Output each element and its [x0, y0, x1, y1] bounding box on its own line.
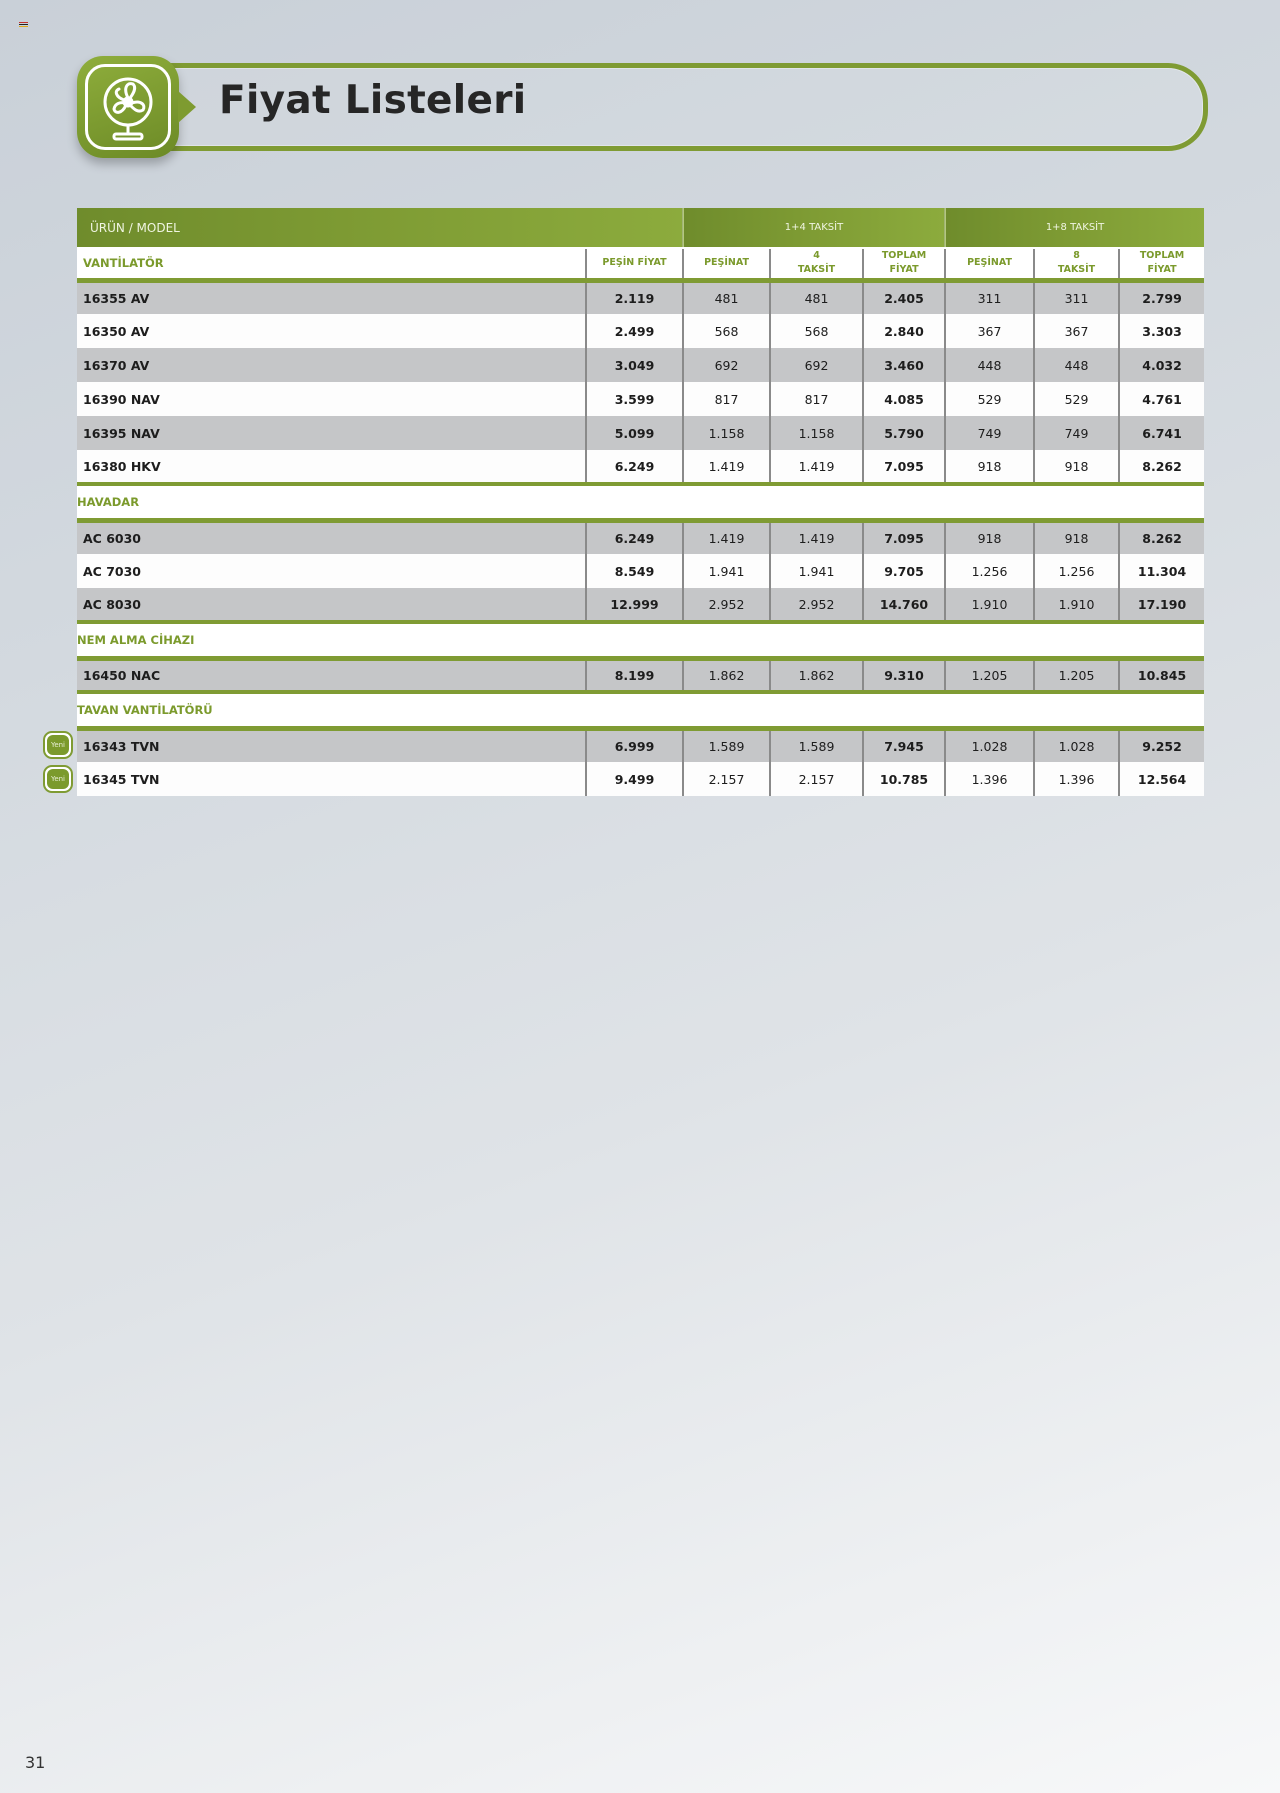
fan-icon — [99, 76, 157, 142]
price-cell: 7.945 — [863, 728, 945, 762]
price-cell: 3.599 — [586, 382, 683, 416]
table-row — [77, 762, 1204, 796]
price-cell: 3.460 — [863, 348, 945, 382]
price-cell: 6.999 — [586, 728, 683, 762]
price-cell: 8.549 — [586, 554, 683, 588]
price-cell: 1.158 — [770, 416, 863, 450]
model-cell: 16395 NAV — [77, 416, 586, 450]
price-cell: 2.499 — [586, 314, 683, 348]
price-cell: 311 — [1034, 280, 1119, 314]
col-toplam-1-4 — [863, 248, 945, 280]
col-pesinat-1-8-text: PEŞİNAT — [967, 257, 1012, 269]
price-cell: 1.205 — [945, 658, 1034, 692]
price-cell: 918 — [945, 450, 1034, 484]
category-label: TAVAN VANTİLATÖRÜ — [77, 692, 1204, 728]
price-cell: 1.589 — [683, 728, 770, 762]
price-cell: 311 — [945, 280, 1034, 314]
price-cell: 2.799 — [1119, 280, 1204, 314]
price-cell: 9.310 — [863, 658, 945, 692]
price-cell: 1.910 — [945, 588, 1034, 622]
price-cell: 5.099 — [586, 416, 683, 450]
price-cell: 1.256 — [1034, 554, 1119, 588]
col-toplam-1-4-text: FİYAT — [889, 264, 919, 276]
price-cell: 7.095 — [863, 520, 945, 554]
model-cell: 16345 TVN — [77, 762, 586, 796]
model-cell: 16380 HKV — [77, 450, 586, 484]
col-taksit-4-text: 4 — [813, 250, 820, 262]
col-pesin-fiyat — [586, 248, 683, 280]
page-number: 31 — [25, 1753, 46, 1772]
page-title: Fiyat Listeleri — [219, 78, 527, 123]
price-cell: 9.252 — [1119, 728, 1204, 762]
price-cell: 12.999 — [586, 588, 683, 622]
price-cell: 1.158 — [683, 416, 770, 450]
col-toplam-1-8-text: FİYAT — [1147, 264, 1177, 276]
price-cell: 367 — [1034, 314, 1119, 348]
price-cell: 8.262 — [1119, 520, 1204, 554]
table-row — [77, 520, 1204, 554]
col-taksit-8-text: 8 — [1073, 250, 1080, 262]
category-row — [77, 692, 1204, 728]
price-cell: 6.741 — [1119, 416, 1204, 450]
table-row — [77, 728, 1204, 762]
price-cell: 3.049 — [586, 348, 683, 382]
price-cell: 2.157 — [770, 762, 863, 796]
model-cell: AC 8030 — [77, 588, 586, 622]
new-badge-label: Yeni — [47, 769, 69, 789]
price-table — [77, 208, 1204, 796]
price-cell: 2.157 — [683, 762, 770, 796]
price-cell: 8.199 — [586, 658, 683, 692]
col-pesin-fiyat-text: PEŞİN FİYAT — [602, 257, 667, 269]
category-icon-badge — [77, 56, 179, 158]
table-row — [77, 314, 1204, 348]
price-cell: 448 — [1034, 348, 1119, 382]
price-cell: 1.396 — [945, 762, 1034, 796]
price-cell: 1.028 — [945, 728, 1034, 762]
price-cell: 1.205 — [1034, 658, 1119, 692]
price-cell: 8.262 — [1119, 450, 1204, 484]
price-cell: 918 — [1034, 520, 1119, 554]
price-cell: 4.761 — [1119, 382, 1204, 416]
price-cell: 481 — [683, 280, 770, 314]
price-cell: 12.564 — [1119, 762, 1204, 796]
price-cell: 568 — [683, 314, 770, 348]
model-cell: AC 6030 — [77, 520, 586, 554]
price-cell: 9.499 — [586, 762, 683, 796]
price-cell: 1.419 — [683, 450, 770, 484]
group-header-1-4: 1+4 TAKSİT — [683, 208, 945, 248]
col-toplam-1-4-text: TOPLAM — [881, 250, 927, 262]
price-cell: 5.790 — [863, 416, 945, 450]
price-cell: 10.845 — [1119, 658, 1204, 692]
price-cell: 817 — [770, 382, 863, 416]
table-row — [77, 554, 1204, 588]
price-cell: 1.256 — [945, 554, 1034, 588]
price-cell: 1.419 — [770, 520, 863, 554]
price-cell: 481 — [770, 280, 863, 314]
price-cell: 367 — [945, 314, 1034, 348]
price-cell: 1.862 — [683, 658, 770, 692]
price-cell: 2.405 — [863, 280, 945, 314]
table-header-row — [77, 208, 1204, 248]
price-cell: 1.910 — [1034, 588, 1119, 622]
col-pesinat-1-4 — [683, 248, 770, 280]
model-cell: 16343 TVN — [77, 728, 586, 762]
price-cell: 6.249 — [586, 520, 683, 554]
price-cell: 10.785 — [863, 762, 945, 796]
price-cell: 11.304 — [1119, 554, 1204, 588]
price-cell: 14.760 — [863, 588, 945, 622]
category-label: VANTİLATÖR — [77, 248, 586, 280]
model-cell: AC 7030 — [77, 554, 586, 588]
price-cell: 2.952 — [770, 588, 863, 622]
group-header-1-8: 1+8 TAKSİT — [945, 208, 1204, 248]
price-cell: 692 — [683, 348, 770, 382]
price-cell: 6.249 — [586, 450, 683, 484]
table-row — [77, 588, 1204, 622]
price-cell: 1.419 — [683, 520, 770, 554]
price-cell: 7.095 — [863, 450, 945, 484]
model-cell: 16355 AV — [77, 280, 586, 314]
price-cell: 2.952 — [683, 588, 770, 622]
price-cell: 817 — [683, 382, 770, 416]
price-cell: 9.705 — [863, 554, 945, 588]
col-taksit-8-text: TAKSİT — [1057, 264, 1096, 276]
table-row — [77, 450, 1204, 484]
table-row — [77, 658, 1204, 692]
column-header-row — [77, 248, 1204, 280]
price-cell: 2.119 — [586, 280, 683, 314]
col-taksit-4 — [770, 248, 863, 280]
price-cell: 4.085 — [863, 382, 945, 416]
price-cell: 1.028 — [1034, 728, 1119, 762]
price-cell: 1.941 — [770, 554, 863, 588]
col-pesinat-1-8 — [945, 248, 1034, 280]
model-cell: 16390 NAV — [77, 382, 586, 416]
col-toplam-1-8 — [1119, 248, 1204, 280]
price-cell: 918 — [1034, 450, 1119, 484]
category-label: NEM ALMA CİHAZI — [77, 622, 1204, 658]
price-cell: 529 — [1034, 382, 1119, 416]
price-cell: 3.303 — [1119, 314, 1204, 348]
model-cell: 16350 AV — [77, 314, 586, 348]
price-cell: 1.419 — [770, 450, 863, 484]
table-row — [77, 348, 1204, 382]
model-cell: 16450 NAC — [77, 658, 586, 692]
col-taksit-8 — [1034, 248, 1119, 280]
col-taksit-4-text: TAKSİT — [797, 264, 836, 276]
price-cell: 1.862 — [770, 658, 863, 692]
table-row — [77, 416, 1204, 450]
price-cell: 529 — [945, 382, 1034, 416]
price-cell: 448 — [945, 348, 1034, 382]
price-cell: 692 — [770, 348, 863, 382]
price-cell: 4.032 — [1119, 348, 1204, 382]
price-cell: 749 — [1034, 416, 1119, 450]
price-cell: 1.396 — [1034, 762, 1119, 796]
new-badge — [43, 765, 73, 793]
price-cell: 1.941 — [683, 554, 770, 588]
category-label: HAVADAR — [77, 484, 1204, 520]
price-cell: 568 — [770, 314, 863, 348]
category-row — [77, 484, 1204, 520]
model-cell: 16370 AV — [77, 348, 586, 382]
price-cell: 749 — [945, 416, 1034, 450]
language-flag-icon[interactable] — [19, 22, 28, 27]
col-pesinat-1-4-text: PEŞİNAT — [704, 257, 749, 269]
col-toplam-1-8-text: TOPLAM — [1139, 250, 1185, 262]
table-row — [77, 382, 1204, 416]
model-column-header: ÜRÜN / MODEL — [77, 208, 683, 248]
category-row — [77, 622, 1204, 658]
table-row — [77, 280, 1204, 314]
price-cell: 918 — [945, 520, 1034, 554]
new-badge — [43, 731, 73, 759]
price-cell: 1.589 — [770, 728, 863, 762]
price-cell: 17.190 — [1119, 588, 1204, 622]
price-cell: 2.840 — [863, 314, 945, 348]
new-badge-label: Yeni — [47, 735, 69, 755]
